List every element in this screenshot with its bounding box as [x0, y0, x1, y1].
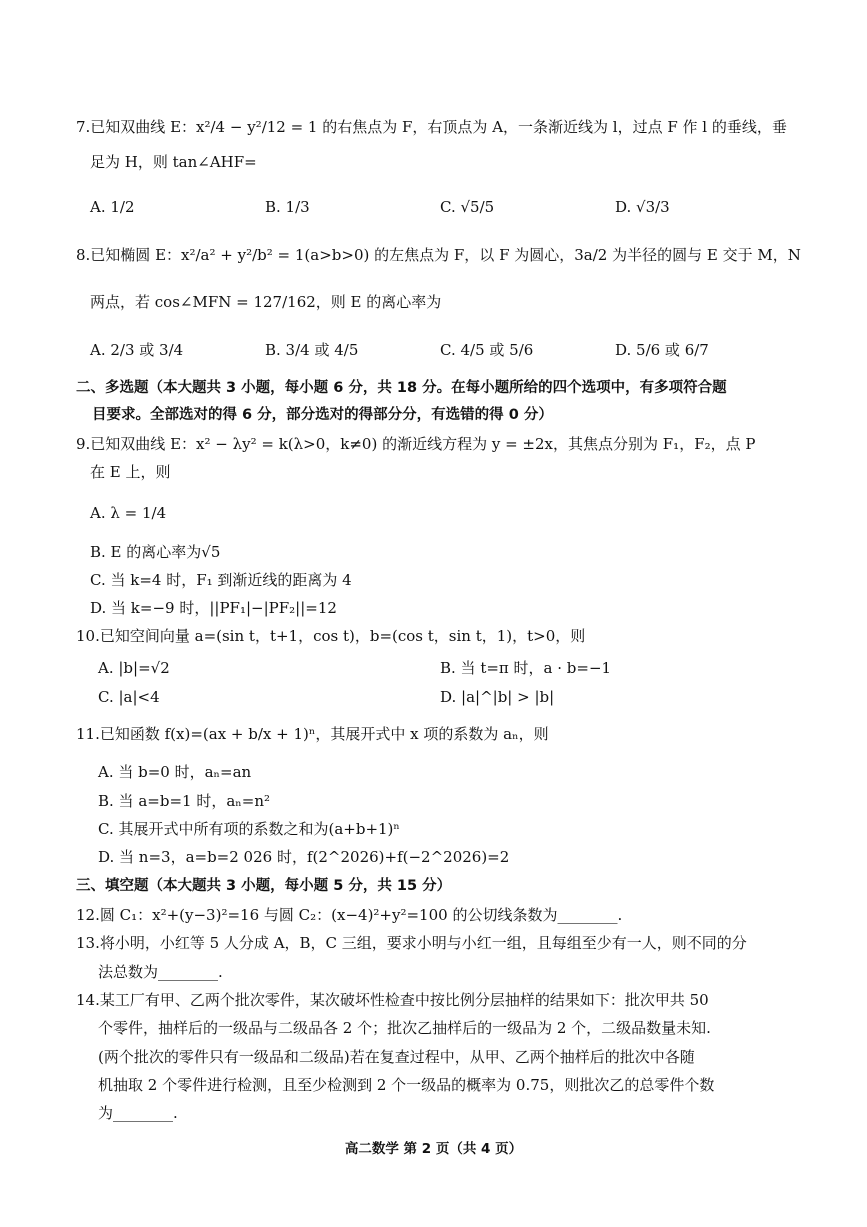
q11-option-b: B. 当 a=b=1 时，aₙ=n² [98, 792, 270, 810]
q11-option-a: A. 当 b=0 时，aₙ=an [98, 763, 252, 781]
q9-line1: 9.已知双曲线 E：x² − λy² = k(λ>0，k≠0) 的渐近线方程为 y = ±2x，其焦点分别为 F₁，F₂，点 P [76, 435, 756, 453]
q7-line1: 7.已知双曲线 E：x²/4 − y²/12 = 1 的右焦点为 F，右顶点为 A，一条渐近线为 l，过点 F 作 l 的垂线，垂 [76, 118, 787, 136]
q7-option-d: D. √3/3 [615, 198, 670, 216]
q13-line1: 13.将小明，小红等 5 人分成 A，B，C 三组，要求小明与小红一组，且每组至少有一人，则不同的分 [76, 934, 747, 952]
q8-option-d: D. 5/6 或 6/7 [615, 341, 709, 359]
section2-header-line2: 目要求。全部选对的得 6 分，部分选对的得部分分，有选错的得 0 分） [92, 407, 553, 423]
q9-option-d: D. 当 k=−9 时，||PF₁|−|PF₂||=12 [90, 599, 337, 617]
q14-line3: (两个批次的零件只有一级品和二级品)若在复查过程中，从甲、乙两个抽样后的批次中各随 [98, 1048, 695, 1066]
q10-option-a: A. |b|=√2 [98, 659, 170, 677]
q11-option-c: C. 其展开式中所有项的系数之和为(a+b+1)ⁿ [98, 820, 400, 838]
q7-option-b: B. 1/3 [265, 198, 310, 216]
q8-line1: 8.已知椭圆 E：x²/a² + y²/b² = 1(a>b>0) 的左焦点为 F，以 F 为圆心，3a/2 为半径的圆与 E 交于 M，N [76, 246, 801, 264]
q10-option-d: D. |a|^|b| > |b| [440, 688, 555, 706]
q14-line5: 为________. [98, 1104, 178, 1122]
q11-option-d: D. 当 n=3，a=b=2 026 时，f(2^2026)+f(−2^2026)=2 [98, 848, 510, 866]
q12-line1: 12.圆 C₁：x²+(y−3)²=16 与圆 C₂：(x−4)²+y²=100 的公切线条数为________. [76, 906, 623, 924]
q10-line1: 10.已知空间向量 a=(sin t，t+1，cos t)，b=(cos t，sin t，1)，t>0，则 [76, 627, 586, 645]
q14-line2: 个零件，抽样后的一级品与二级品各 2 个；批次乙抽样后的一级品为 2 个，二级品数量未知. [98, 1019, 711, 1037]
q7-line2: 足为 H，则 tan∠AHF= [90, 153, 257, 171]
q9-line2: 在 E 上，则 [90, 463, 171, 481]
section2-header-line1: 二、多选题（本大题共 3 小题，每小题 6 分，共 18 分。在每小题所给的四个选项中，有多项符合题 [76, 380, 727, 396]
q8-option-a: A. 2/3 或 3/4 [90, 341, 184, 359]
q9-option-a: A. λ = 1/4 [90, 504, 167, 522]
q10-option-b: B. 当 t=π 时，a · b=−1 [440, 659, 612, 677]
q8-option-b: B. 3/4 或 4/5 [265, 341, 359, 359]
page-footer: 高二数学 第 2 页（共 4 页） [344, 1141, 523, 1157]
q14-line1: 14.某工厂有甲、乙两个批次零件，某次破坏性检查中按比例分层抽样的结果如下：批次甲共 50 [76, 991, 709, 1009]
q10-option-c: C. |a|<4 [98, 688, 160, 706]
q11-line1: 11.已知函数 f(x)=(ax + b/x + 1)ⁿ，其展开式中 x 项的系数为 aₙ，则 [76, 725, 549, 743]
q9-option-c: C. 当 k=4 时，F₁ 到渐近线的距离为 4 [90, 571, 352, 589]
q14-line4: 机抽取 2 个零件进行检测，且至少检测到 2 个一级品的概率为 0.75，则批次乙的总零件个数 [98, 1076, 715, 1094]
section3-header: 三、填空题（本大题共 3 小题，每小题 5 分，共 15 分） [76, 878, 452, 894]
q9-option-b: B. E 的离心率为√5 [90, 543, 221, 561]
q7-option-c: C. √5/5 [440, 198, 495, 216]
q13-line2: 法总数为________. [98, 963, 223, 981]
q7-option-a: A. 1/2 [90, 198, 135, 216]
q8-line2: 两点，若 cos∠MFN = 127/162，则 E 的离心率为 [90, 293, 442, 311]
q8-option-c: C. 4/5 或 5/6 [440, 341, 534, 359]
